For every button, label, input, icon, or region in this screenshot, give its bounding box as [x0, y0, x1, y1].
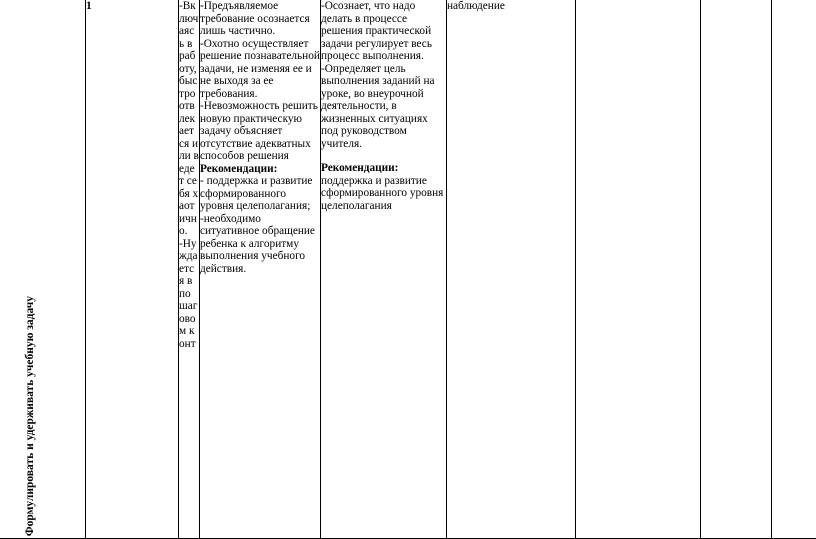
row-number: 1 — [86, 0, 92, 12]
level-partial-line: -Невозможность решить новую практическую задачу объясняет отсутствие адекватных способов решения — [200, 100, 320, 163]
level-full-cell — [321, 0, 447, 539]
method-text: наблюдение — [447, 0, 505, 12]
recommendations-label: Рекомендации: — [321, 162, 398, 174]
narrow-level-cell — [179, 0, 200, 539]
skill-vertical-header: Формулировать и удерживать учебную задачу — [24, 296, 37, 536]
row-number-cell — [86, 0, 179, 539]
level-partial-cell — [200, 0, 321, 539]
recommendation-line: - поддержка и развитие сформированного уровня целеполагания; — [200, 175, 320, 213]
recommendation-text: поддержка и развитие сформированного уровня целеполагания — [321, 175, 446, 213]
narrow-level-text: -Включаясь в работу, быстро отвлекается или ведет себя хаотично. -Нуждается в пошаговом конт — [179, 0, 199, 350]
recommendation-line: -необходимо ситуативное обращение ребенка к алгоритму выполнения учебного действия. — [200, 213, 320, 276]
empty-cell — [701, 0, 772, 539]
level-full-line: -Осознает, что надо делать в процессе решения практической задачи регулирует весь процесс выполнения. — [321, 0, 446, 63]
level-full-line: -Определяет цель выполнения заданий на уроке, во внеурочной деятельности, в жизненных ситуациях под руководством учителя. — [321, 63, 446, 151]
method-cell — [447, 0, 576, 539]
level-partial-line: -Предъявляемое требование осознается лишь частично. — [200, 0, 320, 38]
recommendations-label: Рекомендации: — [200, 163, 277, 175]
empty-cell — [772, 0, 816, 539]
level-partial-line: -Охотно осуществляет решение познавательной задачи, не изменяя ее и не выходя за ее требования. — [200, 38, 320, 101]
skill-cell — [0, 0, 86, 539]
empty-cell — [576, 0, 701, 539]
